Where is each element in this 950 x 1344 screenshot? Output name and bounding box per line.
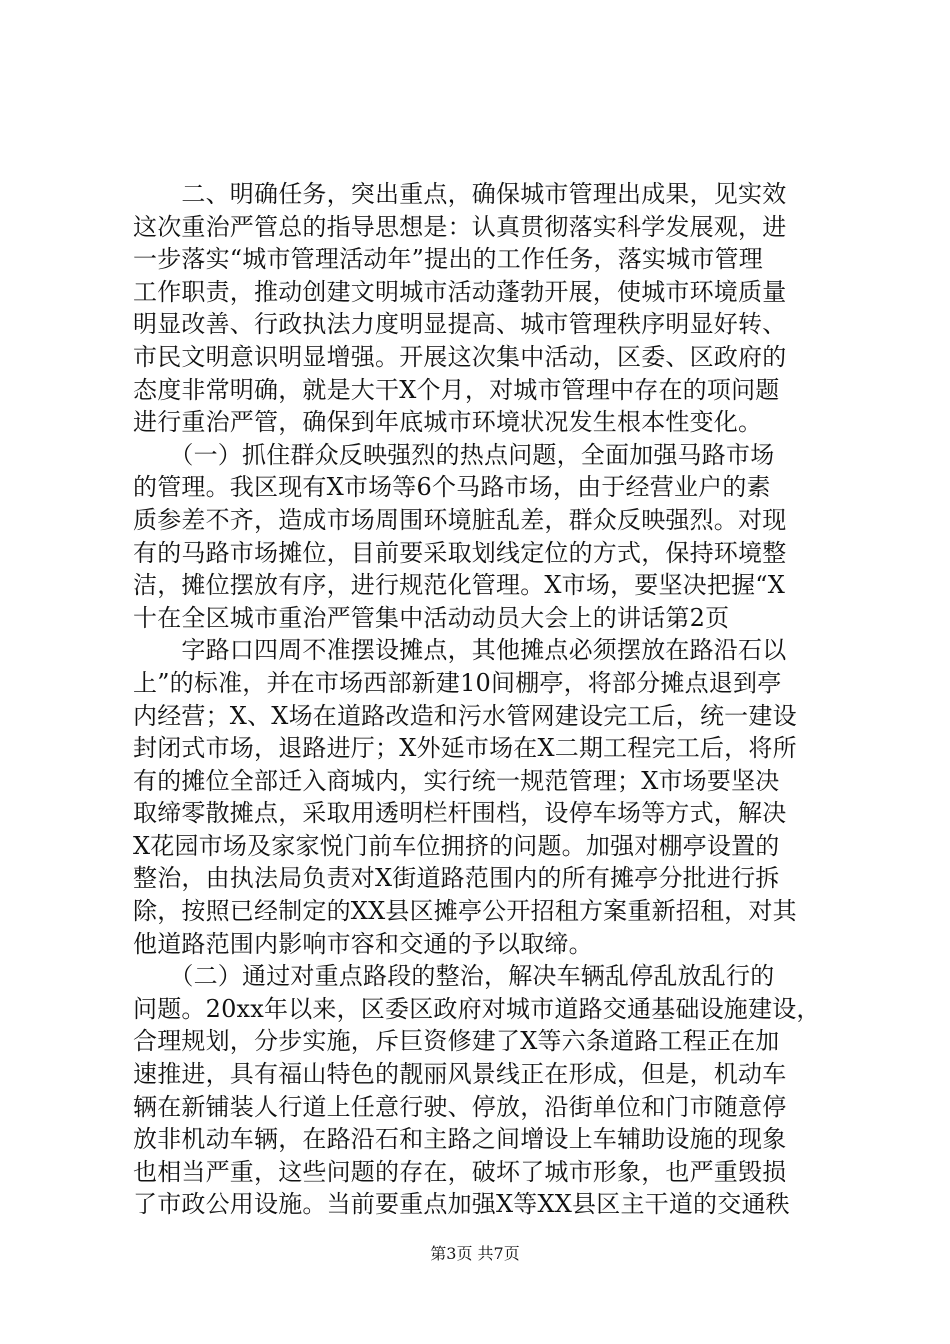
text-line: 质参差不齐，造成市场周围环境脏乱差，群众反映强烈。对现 xyxy=(133,505,787,534)
text-line: 二、明确任务，突出重点，确保城市管理出成果，见实效 xyxy=(133,180,787,208)
text-line: 合理规划，分步实施，斥巨资修建了X等六条道路工程正在加 xyxy=(133,1027,780,1056)
text-line: 整治，由执法局负责对X街道路范围内的所有摊亭分批进行拆 xyxy=(133,864,780,893)
text-line: （二）通过对重点路段的整治，解决车辆乱停乱放乱行的 xyxy=(133,962,775,991)
text-line: 内经营；X、X场在道路改造和污水管网建设完工后，统一建设 xyxy=(133,701,797,730)
text-line: 明显改善、行政执法力度明显提高、城市管理秩序明显好转、 xyxy=(133,310,787,339)
text-line: 的管理。我区现有X市场等6个马路市场，由于经营业户的素 xyxy=(133,473,771,502)
text-line: 除，按照已经制定的XX县区摊亭公开招租方案重新招租，对其 xyxy=(133,897,797,926)
text-line: 了市政公用设施。当前要重点加强X等XX县区主干道的交通秩 xyxy=(133,1190,790,1219)
text-line: 速推进，具有福山特色的靓丽风景线正在形成，但是，机动车 xyxy=(133,1060,787,1089)
text-line: 一步落实“城市管理活动年”提出的工作任务，落实城市管理 xyxy=(133,245,763,274)
text-line: 也相当严重，这些问题的存在，破坏了城市形象，也严重毁损 xyxy=(133,1157,787,1186)
text-line: （一）抓住群众反映强烈的热点问题，全面加强马路市场 xyxy=(133,440,775,469)
text-line: 问题。20xx年以来，区委区政府对城市道路交通基础设施建设， xyxy=(133,994,821,1023)
text-line: 有的摊位全部迁入商城内，实行统一规范管理；X市场要坚决 xyxy=(133,766,780,795)
text-line: 他道路范围内影响市容和交通的予以取缔。 xyxy=(133,929,593,958)
text-line: 洁，摊位摆放有序，进行规范化管理。X市场，要坚决把握“X xyxy=(133,571,786,600)
text-line: 封闭式市场，退路进厅；X外延市场在X二期工程完工后，将所 xyxy=(133,734,797,763)
text-line: 工作职责，推动创建文明城市活动蓬勃开展，使城市环境质量 xyxy=(133,277,787,306)
body-text xyxy=(133,178,833,1221)
text-line: 取缔零散摊点，采取用透明栏杆围档，设停车场等方式，解决 xyxy=(133,799,787,828)
text-line: 十在全区城市重治严管集中活动动员大会上的讲话第2页 xyxy=(133,603,730,632)
text-line: 进行重治严管，确保到年底城市环境状况发生根本性变化。 xyxy=(133,408,763,437)
text-line: 有的马路市场摊位，目前要采取划线定位的方式，保持环境整 xyxy=(133,538,787,567)
text-line: 放非机动车辆，在路沿石和主路之间增设上车辅助设施的现象 xyxy=(133,1125,787,1154)
text-line: 上”的标准，并在市场西部新建10间棚亭，将部分摊点退到亭 xyxy=(133,668,782,697)
text-line: 字路口四周不准摆设摊点，其他摊点必须摆放在路沿石以 xyxy=(133,636,787,665)
text-line: 辆在新铺装人行道上任意行驶、停放，沿街单位和门市随意停 xyxy=(133,1092,787,1121)
text-line: X花园市场及家家悦门前车位拥挤的问题。加强对棚亭设置的 xyxy=(133,831,780,860)
text-line: 这次重治严管总的指导思想是：认真贯彻落实科学发展观，进 xyxy=(133,212,787,241)
text-line: 态度非常明确，就是大干X个月，对城市管理中存在的项问题 xyxy=(133,375,780,404)
text-line: 市民文明意识明显增强。开展这次集中活动，区委、区政府的 xyxy=(133,342,787,371)
page-number-footer: 第3页 共7页 xyxy=(430,1244,520,1263)
